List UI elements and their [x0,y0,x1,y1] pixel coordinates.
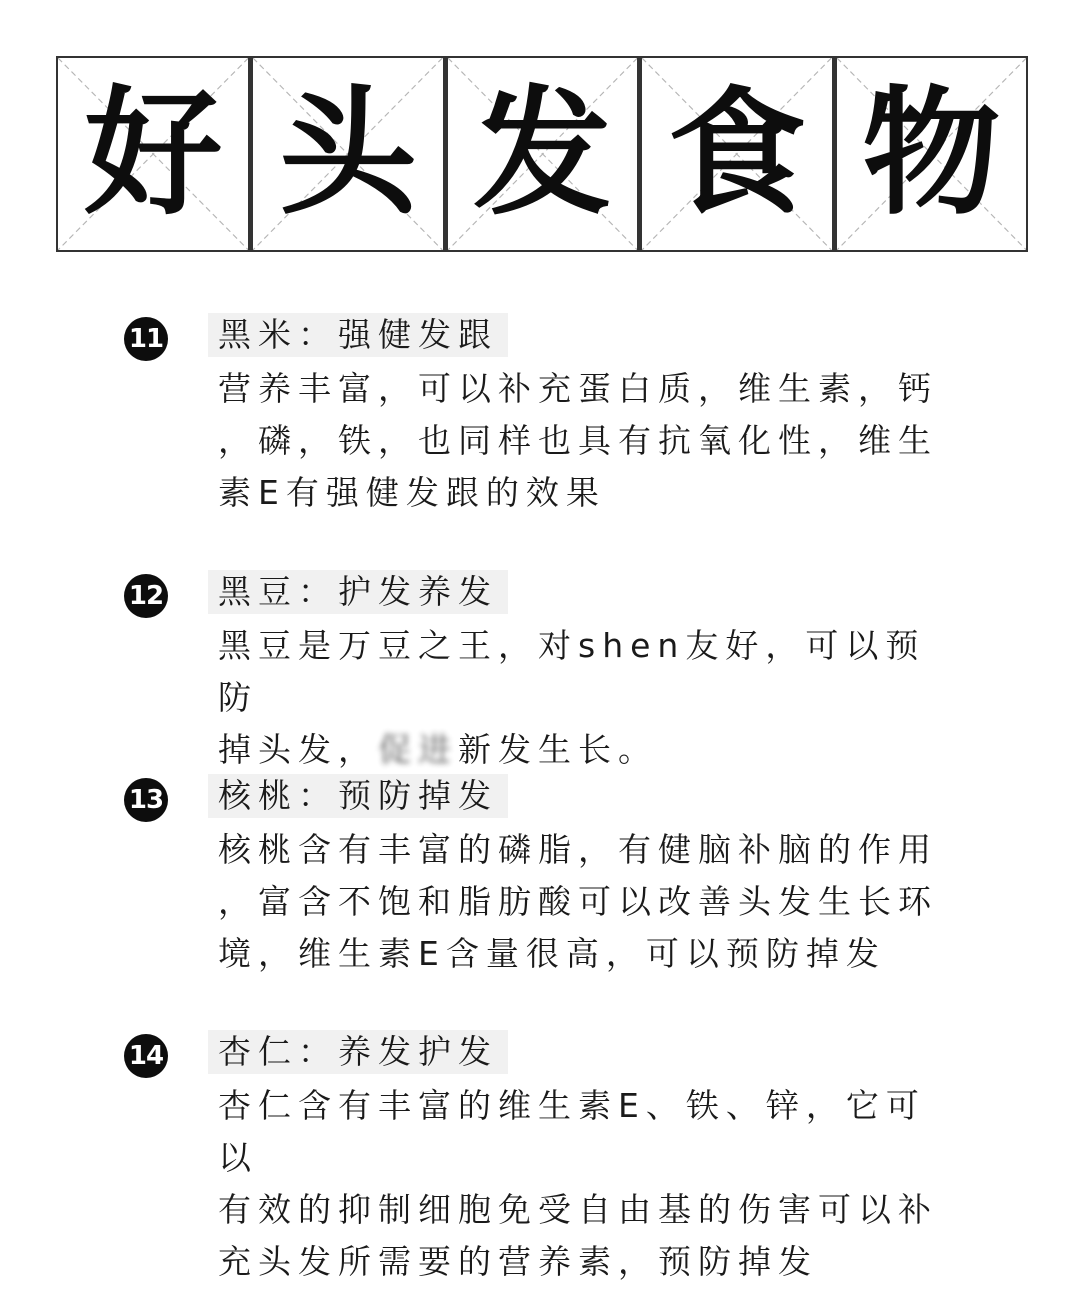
title-cell-2 [250,56,444,252]
body-line-start: 掉头发， [218,730,378,769]
section-heading: 黑米：强健发跟 [208,313,508,357]
section-body [218,363,960,519]
body-line-2 [218,724,960,776]
body-line: 杏仁含有丰富的维生素E、铁、锌，它可以 [218,1086,926,1177]
blurred-text: 促进 [378,730,458,769]
section-heading: 杏仁：养发护发 [208,1030,508,1074]
title-cell-4 [639,56,833,252]
number-badge: 12 [124,574,168,618]
number-badge: 14 [124,1034,168,1078]
body-line: 充头发所需要的营养素，预防掉发 [218,1242,818,1281]
body-line-end: 新发生长。 [458,730,658,769]
section-body [218,620,960,776]
body-line: 黑豆是万豆之王，对shen友好，可以预防 [218,626,926,717]
section-body [218,824,960,980]
body-line: 境，维生素E含量很高，可以预防掉发 [218,934,886,973]
number-badge: 11 [124,317,168,361]
section-heading: 黑豆：护发养发 [208,570,508,614]
title-char: 食 [667,73,806,234]
title-cell-5 [834,56,1028,252]
body-line: 营养丰富，可以补充蛋白质，维生素，钙 [218,369,938,408]
title-cell-3 [445,56,639,252]
title-cell-1 [56,56,250,252]
section-body [218,1080,960,1288]
title-char: 发 [473,73,612,234]
body-line: ，磷，铁，也同样也具有抗氧化性，维生 [218,421,938,460]
number-badge: 13 [124,778,168,822]
body-line: ，富含不饱和脂肪酸可以改善头发生长环 [218,882,938,921]
body-line: 核桃含有丰富的磷脂，有健脑补脑的作用 [218,830,938,869]
title-char: 头 [279,73,418,234]
section-heading: 核桃：预防掉发 [208,774,508,818]
title-grid [56,56,1028,252]
body-line: 有效的抑制细胞免受自由基的伤害可以补 [218,1190,938,1229]
title-char: 物 [862,73,1001,234]
body-line: 素E有强健发跟的效果 [218,473,606,512]
title-char: 好 [84,73,223,234]
